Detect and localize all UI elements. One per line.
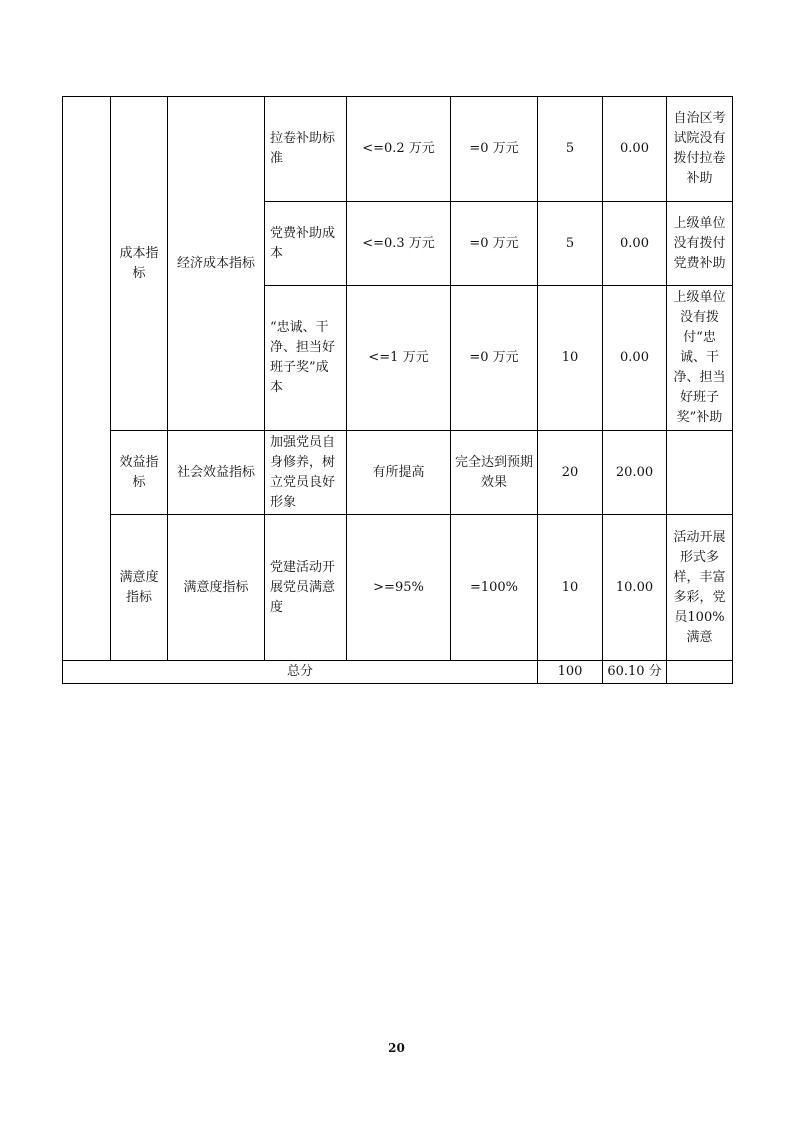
target-value-cell: [347, 286, 451, 431]
target-value-cell: [347, 97, 451, 202]
score-value: 0.00: [620, 235, 649, 251]
level1-indicator-cell: [63, 97, 111, 661]
score-value: 0.00: [620, 350, 649, 365]
level2-indicator-cell: [111, 515, 168, 661]
score-value: 0.00: [620, 141, 649, 156]
level2-indicator-cell: [111, 97, 168, 431]
level3-indicator: 社会效益指标: [176, 464, 255, 480]
table-row: [63, 431, 733, 515]
table-row: [63, 515, 733, 661]
indicator-name: 党建活动开展党员满意度: [270, 559, 336, 615]
level3-indicator: 满意度指标: [183, 579, 249, 595]
total-weight-cell: [538, 661, 603, 684]
performance-table: [62, 96, 733, 684]
score-value: 10.00: [615, 579, 654, 595]
weight-cell: [538, 515, 603, 661]
total-weight: 100: [557, 664, 583, 679]
target-value: <=0.2 万元: [362, 141, 435, 156]
level3-indicator-cell: [168, 431, 265, 515]
actual-value-cell: [451, 286, 538, 431]
indicator-name-cell: [265, 202, 347, 286]
indicator-name: “忠诚、干净、担当好班子奖”成本: [270, 320, 336, 395]
indicator-name-cell: [265, 286, 347, 431]
indicator-name-cell: [265, 515, 347, 661]
table-row: [63, 97, 733, 202]
weight-cell: [538, 202, 603, 286]
total-score-cell: [603, 661, 667, 684]
note-cell: [667, 202, 733, 286]
indicator-name-cell: [265, 97, 347, 202]
actual-value-cell: [451, 97, 538, 202]
level2-indicator: 成本指标: [119, 245, 159, 281]
indicator-name: 加强党员自身修养，树立党员良好形象: [270, 434, 336, 510]
actual-value: =0 万元: [469, 141, 519, 156]
total-note-cell: [667, 661, 733, 684]
weight-cell: [538, 97, 603, 202]
indicator-name: 拉卷补助标准: [270, 131, 336, 166]
score-cell: [603, 202, 667, 286]
level2-indicator: 效益指标: [119, 454, 159, 490]
note-text: 活动开展形式多样，丰富多彩，党员100%满意: [673, 529, 726, 645]
level2-indicator: 满意度指标: [119, 569, 159, 605]
level2-indicator-cell: [111, 431, 168, 515]
total-row: [63, 661, 733, 684]
page-number: 20: [388, 1041, 405, 1055]
total-label: 总分: [286, 664, 313, 679]
note-text: 上级单位没有拨付“忠诚、干净、担当好班子奖”补助: [673, 290, 726, 425]
note-text: 自治区考试院没有拨付拉卷补助: [673, 111, 726, 186]
weight-value: 5: [565, 141, 575, 156]
score-cell: [603, 515, 667, 661]
score-cell: [603, 286, 667, 431]
weight-value: 20: [561, 464, 579, 480]
score-cell: [603, 431, 667, 515]
total-label-cell: [63, 661, 538, 684]
target-value-cell: [347, 202, 451, 286]
target-value: <=0.3 万元: [362, 235, 435, 251]
weight-value: 5: [565, 235, 575, 251]
indicator-name: 党费补助成本: [270, 225, 336, 261]
total-score: 60.10 分: [607, 664, 662, 679]
weight-value: 10: [561, 350, 579, 365]
note-cell: [667, 515, 733, 661]
target-value-cell: [347, 515, 451, 661]
actual-value: =100%: [469, 579, 519, 595]
indicator-name-cell: [265, 431, 347, 515]
score-cell: [603, 97, 667, 202]
actual-value-cell: [451, 202, 538, 286]
actual-value-cell: [451, 431, 538, 515]
score-value: 20.00: [615, 464, 654, 480]
target-value: 有所提高: [372, 464, 425, 480]
actual-value: 完全达到预期效果: [454, 454, 533, 490]
level3-indicator-cell: [168, 515, 265, 661]
target-value-cell: [347, 431, 451, 515]
weight-cell: [538, 286, 603, 431]
actual-value-cell: [451, 515, 538, 661]
actual-value: =0 万元: [469, 235, 519, 251]
target-value: >=95%: [373, 579, 424, 595]
level3-indicator-cell: [168, 97, 265, 431]
weight-cell: [538, 431, 603, 515]
note-cell: [667, 97, 733, 202]
note-text: 上级单位没有拨付党费补助: [673, 215, 726, 271]
level3-indicator: 经济成本指标: [176, 255, 255, 271]
weight-value: 10: [561, 579, 579, 595]
note-cell: [667, 286, 733, 431]
target-value: <=1 万元: [368, 350, 429, 365]
note-cell: [667, 431, 733, 515]
actual-value: =0 万元: [469, 350, 519, 365]
